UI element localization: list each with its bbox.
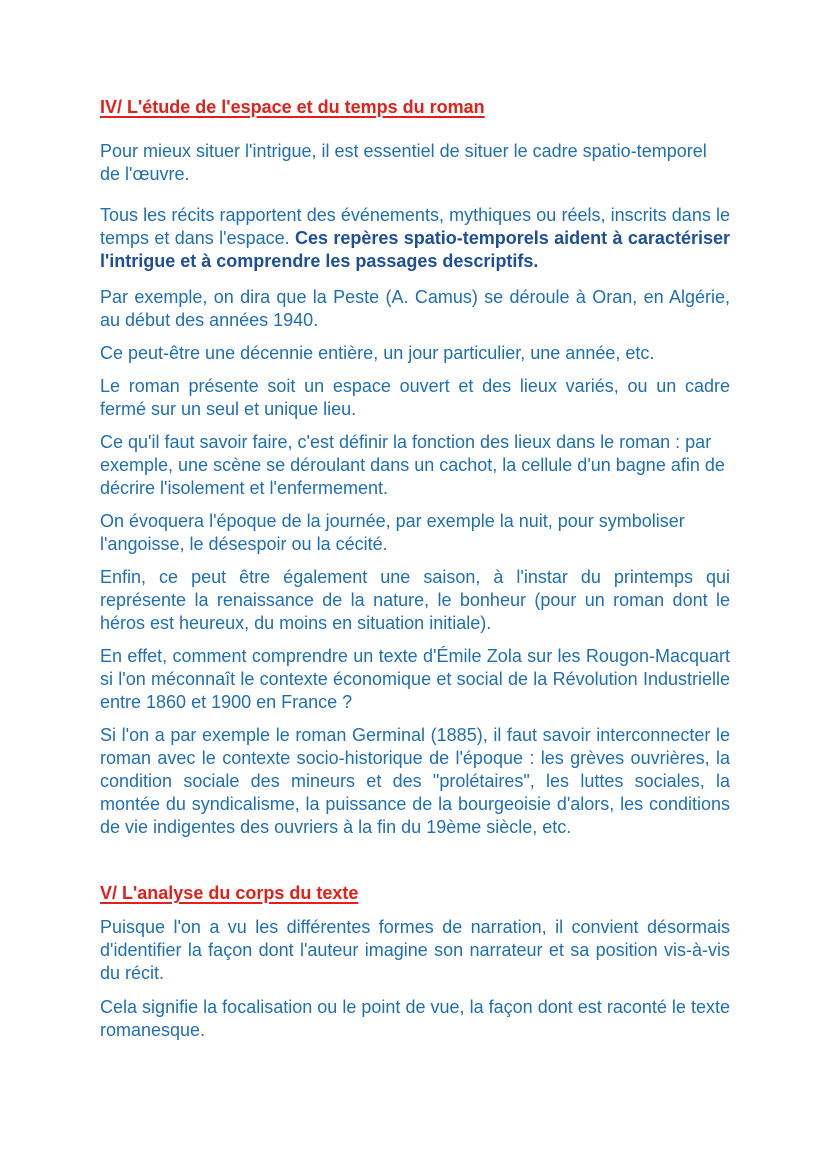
paragraph-recits: [100, 204, 730, 273]
paragraph-decennie: Ce peut-être une décennie entière, un jour particulier, une année, etc.: [100, 343, 655, 363]
paragraph-recits-text: Tous les récits rapportent des événements, mythiques ou réels, inscrits dans le temps et dans l'espace.: [100, 205, 730, 248]
section-heading-espace-temps: IV/ L'étude de l'espace et du temps du roman: [100, 97, 485, 117]
paragraph-germinal: Si l'on a par exemple le roman Germinal (1885), il faut savoir interconnecter le roman avec le contexte socio-historique de l'époque : les grèves ouvrières, la condition sociale des mineurs et des "prolétaires", les luttes sociales, la montée du syndicalisme, la puissance de la bourgeoisie d'alors, les conditions de vie indigentes des ouvriers à la fin du 19ème siècle, etc.: [100, 725, 730, 837]
paragraph-narration: Puisque l'on a vu les différentes formes de narration, il convient désormais d'identifier la façon dont l'auteur imagine son narrateur et sa position vis-à-vis du récit.: [100, 917, 730, 983]
paragraph-focalisation: Cela signifie la focalisation ou le point de vue, la façon dont est raconté le texte romanesque.: [100, 997, 730, 1040]
paragraph-espace-ouvert: Le roman présente soit un espace ouvert et des lieux variés, ou un cadre fermé sur un seul et unique lieu.: [100, 376, 730, 419]
paragraph-recits-emphasis: Ces repères spatio-temporels aident à caractériser l'intrigue et à comprendre les passages descriptifs.: [100, 228, 730, 271]
paragraph-fonction-lieux: Ce qu'il faut savoir faire, c'est définir la fonction des lieux dans le roman : par exemple, une scène se déroulant dans un cachot, la cellule d'un bagne afin de décrire l'isolement et l'enfermement.: [100, 432, 725, 498]
paragraph-exemple-peste: Par exemple, on dira que la Peste (A. Camus) se déroule à Oran, en Algérie, au début des années 1940.: [100, 287, 730, 330]
paragraph-zola: En effet, comment comprendre un texte d'Émile Zola sur les Rougon-Macquart si l'on méconnaît le contexte économique et social de la Révolution Industrielle entre 1860 et 1900 en France ?: [100, 646, 730, 712]
paragraph-epoque-journee: On évoquera l'époque de la journée, par exemple la nuit, pour symboliser l'angoisse, le désespoir ou la cécité.: [100, 511, 685, 554]
section-heading-corps-texte: V/ L'analyse du corps du texte: [100, 883, 359, 903]
paragraph-saison: Enfin, ce peut être également une saison, à l'instar du printemps qui représente la renaissance de la nature, le bonheur (pour un roman dont le héros est heureux, du moins en situation initiale).: [100, 567, 730, 633]
paragraph-cadre: Pour mieux situer l'intrigue, il est essentiel de situer le cadre spatio-temporel de l'œuvre.: [100, 141, 707, 184]
